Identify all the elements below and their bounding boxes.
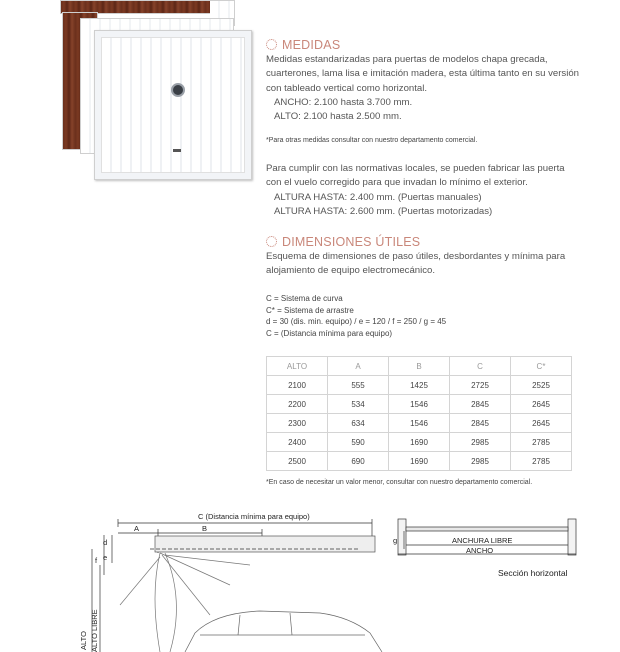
car-window-divider xyxy=(290,613,292,635)
medidas-note: *Para otras medidas consultar con nuestro departamento comercial. xyxy=(266,137,478,144)
car-silhouette xyxy=(185,611,382,652)
table-cell: 2845 xyxy=(450,414,511,433)
table-cell: 2400 xyxy=(267,433,328,452)
label-d: d xyxy=(103,538,108,547)
table-cell: 2725 xyxy=(450,376,511,395)
label-f: f xyxy=(95,556,98,565)
door-arm xyxy=(120,557,160,605)
table-cell: 690 xyxy=(328,452,389,471)
door-swing-curve xyxy=(165,553,176,652)
table-cell: 2785 xyxy=(511,452,572,471)
normativas-paragraph xyxy=(266,162,596,219)
table-cell: 2500 xyxy=(267,452,328,471)
door-handle-slot xyxy=(173,149,181,152)
table-row xyxy=(267,452,572,471)
door-grooves xyxy=(101,37,245,173)
table-cell: 634 xyxy=(328,414,389,433)
table-header-row xyxy=(267,357,572,376)
medidas-ancho: ANCHO: 2.100 hasta 3.700 mm. xyxy=(274,96,413,108)
altura-motorizadas: ALTURA HASTA: 2.600 mm. (Puertas motorizadas) xyxy=(274,205,493,217)
ceiling-track xyxy=(155,536,375,552)
table-cell: 555 xyxy=(328,376,389,395)
legend-line: C = Sistema de curva xyxy=(266,294,343,303)
table-row xyxy=(267,376,572,395)
legend-line: C* = Sistema de arrastre xyxy=(266,305,354,315)
normativas-line-2: con el vuelo corregido para que invadan lo mínimo el exterior. xyxy=(266,177,528,189)
table-cell: 2525 xyxy=(511,376,572,395)
header-cell: B xyxy=(389,357,450,376)
legend-line: d = 30 (dis. min. equipo) / e = 120 / f = 250 / g = 45 xyxy=(266,317,447,326)
table-cell: 534 xyxy=(328,395,389,414)
car-window-divider xyxy=(238,615,240,635)
header-cell: ALTO xyxy=(267,357,328,376)
door-leaf-section xyxy=(406,527,568,531)
dimensiones-line-2: alojamiento de equipo electromecánico. xyxy=(266,265,436,277)
table-note: *En caso de necesitar un valor menor, consultar con nuestro departamento comercial. xyxy=(266,479,533,486)
table-cell: 2300 xyxy=(267,414,328,433)
dimensiones-paragraph xyxy=(266,250,596,279)
table-cell: 2785 xyxy=(511,433,572,452)
dimensiones-line-1: Esquema de dimensiones de paso útiles, desbordantes y mínima para xyxy=(266,251,566,262)
table-cell: 590 xyxy=(328,433,389,452)
altura-manuales: ALTURA HASTA: 2.400 mm. (Puertas manuales) xyxy=(274,191,482,203)
table-cell: 1690 xyxy=(389,452,450,471)
table-cell: 1546 xyxy=(389,414,450,433)
medidas-line-2: cuarterones, lama lisa e imitación madera, esta última tanto en su versión xyxy=(266,68,580,80)
medidas-alto: ALTO: 2.100 hasta 2.500 mm. xyxy=(274,111,402,123)
header-cell: C* xyxy=(511,357,572,376)
frame-right-jamb xyxy=(568,519,576,555)
medidas-line-1: Medidas estandarizadas para puertas de modelos chapa grecada, xyxy=(266,54,548,65)
table-cell: 1546 xyxy=(389,395,450,414)
gear-icon xyxy=(266,39,277,50)
medidas-heading: MEDIDAS xyxy=(266,38,340,52)
medidas-paragraph xyxy=(266,53,596,124)
header-cell: A xyxy=(328,357,389,376)
gear-icon xyxy=(266,236,277,247)
medidas-line-3: con tableado vertical como horizontal. xyxy=(266,82,428,94)
dimensiones-heading: DIMENSIONES ÚTILES xyxy=(266,235,420,249)
label-seccion: Sección horizontal xyxy=(498,568,568,578)
side-section-diagram xyxy=(0,505,620,652)
label-alto-libre: ALTO LIBRE xyxy=(90,609,99,652)
table-cell: 2645 xyxy=(511,414,572,433)
normativas-line-1: Para cumplir con las normativas locales, se pueden fabricar las puerta xyxy=(266,163,565,174)
table-cell: 2200 xyxy=(267,395,328,414)
door-arm xyxy=(165,555,250,565)
door-lock-icon xyxy=(171,83,185,97)
header-cell: C xyxy=(450,357,511,376)
label-e: e xyxy=(103,553,108,562)
table-cell: 2100 xyxy=(267,376,328,395)
table-cell: 2845 xyxy=(450,395,511,414)
table-cell: 2985 xyxy=(450,433,511,452)
table-cell: 1690 xyxy=(389,433,450,452)
door-arm xyxy=(162,555,210,615)
label-a: A xyxy=(134,524,140,533)
label-g: g xyxy=(393,536,398,545)
table-cell: 2645 xyxy=(511,395,572,414)
table-row xyxy=(267,414,572,433)
dimensiones-legend xyxy=(266,293,446,339)
dimensions-table xyxy=(266,356,572,471)
legend-line: C = (Distancia mínima para equipo) xyxy=(266,328,393,338)
door-frame-panel xyxy=(94,30,252,180)
table-cell: 2985 xyxy=(450,452,511,471)
label-c: C (Distancia mínima para equipo) xyxy=(198,512,310,521)
frame-left-jamb xyxy=(398,519,406,555)
table-cell: 1425 xyxy=(389,376,450,395)
label-ancho: ANCHO xyxy=(466,546,494,555)
table-row xyxy=(267,433,572,452)
label-anchura-libre: ANCHURA LIBRE xyxy=(452,536,513,545)
label-b: B xyxy=(202,524,208,533)
door-swing-curve xyxy=(155,553,160,652)
label-alto: ALTO xyxy=(79,631,88,650)
table-row xyxy=(267,395,572,414)
